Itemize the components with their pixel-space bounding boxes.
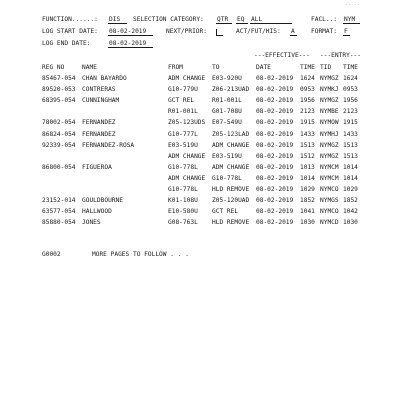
cell-tid: NYMCM <box>320 163 339 171</box>
next-prior-label: NEXT/PRIOR: <box>166 28 207 35</box>
cell-name: JONES <box>82 219 101 227</box>
cell-from: G10-778L <box>168 163 198 171</box>
cell-name: FERNANDEZ-ROSA <box>82 141 135 149</box>
cell-to: G10-778L <box>212 174 242 182</box>
cell-entry-time: 1014 <box>343 174 358 182</box>
col-header-entry-time: TIME <box>343 64 358 71</box>
cell-reg-no: 92339-054 <box>42 141 76 149</box>
cell-date: 08-02-2019 <box>256 197 294 205</box>
cell-entry-time: 1014 <box>343 163 358 171</box>
cell-time: 1956 <box>300 97 315 105</box>
cell-from: G08-763L <box>168 219 198 227</box>
cell-time: 0953 <box>300 86 315 94</box>
cell-time: 2123 <box>300 108 315 116</box>
cell-date: 08-02-2019 <box>256 141 294 149</box>
cell-time: 1852 <box>300 197 315 205</box>
cell-tid: NYMGS <box>320 197 339 205</box>
cell-date: 08-02-2019 <box>256 108 294 116</box>
function-field[interactable]: DIS <box>108 17 127 24</box>
cell-from: E10-580U <box>168 208 198 216</box>
cell-from: K01-108U <box>168 197 198 205</box>
selection-value-field[interactable]: ALL <box>250 17 292 24</box>
cell-time: 1624 <box>300 75 315 82</box>
cell-from: GCT REL <box>168 97 195 105</box>
cell-reg-no: 89520-053 <box>42 86 76 94</box>
cell-name: FERNANDEZ <box>82 119 116 127</box>
cell-time: 1013 <box>300 163 315 171</box>
cell-name: CONTRERAS <box>82 86 116 94</box>
cell-reg-no: 86824-054 <box>42 130 76 138</box>
cell-name: GOULDBOURNE <box>82 197 123 205</box>
col-header-tid: TID <box>320 64 332 71</box>
next-prior-field[interactable] <box>216 29 223 36</box>
cell-date: 08-02-2019 <box>256 219 294 227</box>
cell-entry-time: 1513 <box>343 152 358 160</box>
cell-tid: NYMBE <box>320 108 339 116</box>
act-fut-his-field[interactable]: A <box>290 29 297 36</box>
log-start-date-label: LOG START DATE: <box>42 28 98 35</box>
selection-operator-field[interactable]: EQ <box>236 17 248 24</box>
facl-field[interactable]: NYM <box>343 17 360 24</box>
selection-category-field[interactable]: QTR <box>216 17 232 24</box>
cell-from: R01-001L <box>168 108 198 116</box>
cell-tid: NYMGZ <box>320 141 339 149</box>
cell-to: HLD REMOVE <box>212 186 250 193</box>
cell-date: 08-02-2019 <box>256 152 294 160</box>
cell-reg-no: 23152-014 <box>42 197 76 205</box>
function-label: FUNCTION......: <box>42 16 98 23</box>
col-header-from: FROM <box>168 64 183 71</box>
cell-entry-time: 2123 <box>343 108 358 116</box>
cell-entry-time: 1624 <box>343 75 358 82</box>
cell-date: 08-02-2019 <box>256 186 294 193</box>
cell-entry-time: 1915 <box>343 119 358 127</box>
cell-tid: NYMOW <box>320 119 339 127</box>
cell-time: 1041 <box>300 208 315 216</box>
cell-from: ADM CHANGE <box>168 152 206 160</box>
cell-date: 08-02-2019 <box>256 97 294 105</box>
cell-to: Z05-120UAD <box>212 197 250 205</box>
footer-code: G0002 <box>42 251 61 258</box>
cell-from: G10-779U <box>168 86 198 94</box>
cell-to: ADM CHANGE <box>212 163 250 171</box>
cell-date: 08-02-2019 <box>256 86 294 94</box>
cell-tid: NYMGZ <box>320 75 339 82</box>
cell-name: FERNANDEZ <box>82 130 116 138</box>
format-field[interactable]: F <box>343 29 350 36</box>
log-end-date-field[interactable]: 08-02-2019 <box>108 41 153 48</box>
cell-entry-time: 1956 <box>343 97 358 105</box>
cell-to: Z06-213UAD <box>212 86 250 94</box>
cell-to: ADM CHANGE <box>212 141 250 149</box>
cell-tid: NYMGZ <box>320 97 339 105</box>
cell-entry-time: 1030 <box>343 219 358 227</box>
cell-reg-no: 85880-054 <box>42 219 76 227</box>
cell-reg-no: 85467-054 <box>42 75 76 82</box>
cell-time: 1030 <box>300 219 315 227</box>
effective-group-header: ---EFFECTIVE--- <box>254 52 310 59</box>
cell-name: FIGUEROA <box>82 163 112 171</box>
cell-to: GCT REL <box>212 208 239 216</box>
cell-reg-no: 63577-054 <box>42 208 76 216</box>
cell-tid: NYMGZ <box>320 152 339 160</box>
cell-from: G10-778L <box>168 186 198 193</box>
cell-tid: NYMKJ <box>320 86 339 94</box>
col-header-name: NAME <box>82 64 97 71</box>
format-label: FORMAT: <box>311 28 338 35</box>
col-header-reg-no: REG NO <box>42 64 65 71</box>
cell-from: ADM CHANGE <box>168 75 206 82</box>
cell-time: 1513 <box>300 141 315 149</box>
log-end-date-label: LOG END DATE: <box>42 40 91 47</box>
more-pages-message: MORE PAGES TO FOLLOW . . . <box>92 251 189 258</box>
cell-name: CHAN BAYARDO <box>82 75 127 82</box>
facl-label: FACL..: <box>311 16 338 23</box>
col-header-date: DATE <box>256 64 271 71</box>
cell-from: Z05-123UDS <box>168 119 206 127</box>
cell-to: HLD REMOVE <box>212 219 250 227</box>
col-header-time: TIME <box>300 64 315 71</box>
cell-tid: NYMCO <box>320 208 339 216</box>
cell-date: 08-02-2019 <box>256 163 294 171</box>
selection-category-label: SELECTION CATEGORY: <box>133 16 204 23</box>
cell-time: 1014 <box>300 174 315 182</box>
cell-tid: NYMCO <box>320 186 339 193</box>
cell-date: 08-02-2019 <box>256 119 294 127</box>
cell-time: 1512 <box>300 152 315 160</box>
cell-to: Z05-123LAD <box>212 130 250 138</box>
cell-date: 08-02-2019 <box>256 174 294 182</box>
col-header-to: TO <box>212 64 220 71</box>
cell-time: 1433 <box>300 130 315 138</box>
cell-reg-no: 78002-054 <box>42 119 76 127</box>
log-start-date-field[interactable]: 08-02-2019 <box>108 29 153 36</box>
cell-tid: NYMCM <box>320 174 339 182</box>
cell-from: ADM CHANGE <box>168 174 206 182</box>
corner-text: -- -- <box>345 2 361 8</box>
cell-reg-no: 86800-054 <box>42 163 76 171</box>
cell-entry-time: 1029 <box>343 186 358 193</box>
cell-from: G10-777L <box>168 130 198 138</box>
cell-name: CUNNINGHAM <box>82 97 120 105</box>
cell-to: G01-708U <box>212 108 242 116</box>
cell-to: E03-519U <box>212 152 242 160</box>
cell-time: 1915 <box>300 119 315 127</box>
act-fut-his-label: ACT/FUT/HIS: <box>236 28 281 35</box>
cell-name: HALLWOOD <box>82 208 112 216</box>
entry-group-header: ---ENTRY--- <box>320 52 361 59</box>
cell-time: 1029 <box>300 186 315 193</box>
cell-reg-no: 68395-054 <box>42 97 76 105</box>
cell-date: 08-02-2019 <box>256 130 294 138</box>
cell-entry-time: 1433 <box>343 130 358 138</box>
cell-to: E07-549U <box>212 119 242 127</box>
cell-entry-time: 1852 <box>343 197 358 205</box>
cell-to: E03-920U <box>212 75 242 82</box>
cell-date: 08-02-2019 <box>256 208 294 216</box>
cell-tid: NYMHJ <box>320 130 339 138</box>
cell-date: 08-02-2019 <box>256 75 294 82</box>
cell-entry-time: 1042 <box>343 208 358 216</box>
cell-to: R01-001L <box>212 97 242 105</box>
cell-tid: NYMCD <box>320 219 339 227</box>
cell-from: E03-519U <box>168 141 198 149</box>
cell-entry-time: 1513 <box>343 141 358 149</box>
cell-entry-time: 0953 <box>343 86 358 94</box>
